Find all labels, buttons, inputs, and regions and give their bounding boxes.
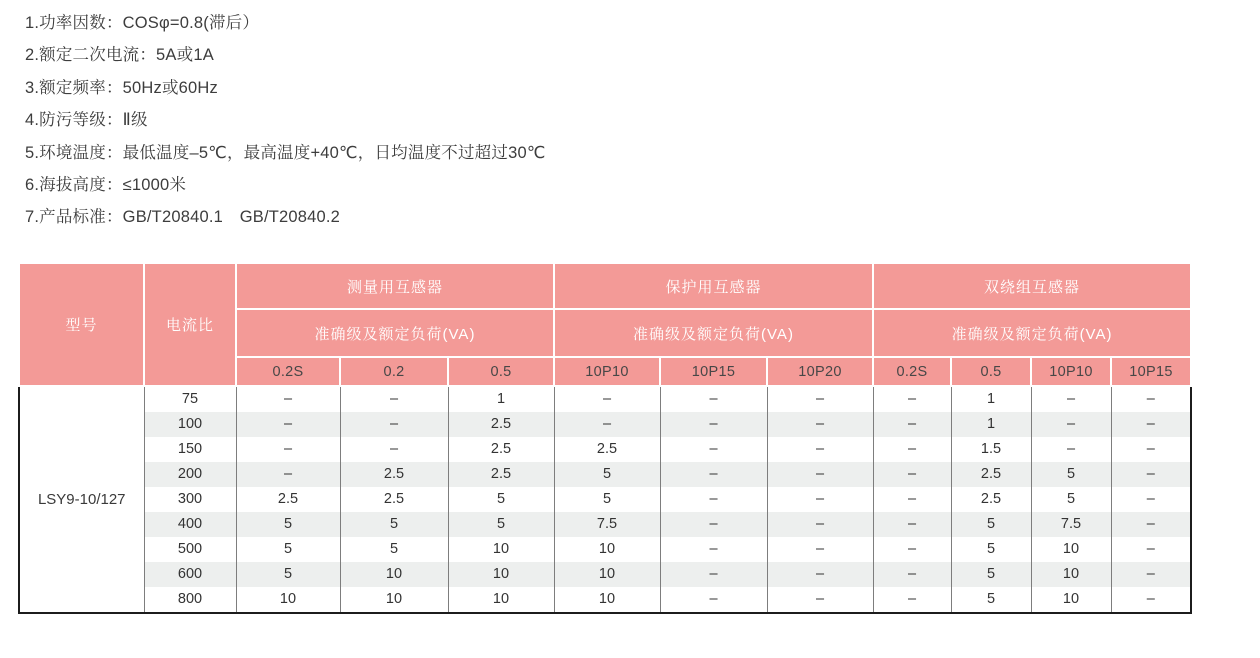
value-cell: 2.5	[236, 487, 340, 512]
value-cell: –	[340, 386, 448, 412]
value-cell: 2.5	[951, 462, 1031, 487]
value-cell: –	[340, 437, 448, 462]
value-cell: –	[767, 412, 873, 437]
subcol-header-protection-10p20: 10P20	[767, 357, 873, 386]
value-cell: –	[554, 386, 660, 412]
value-cell: 5	[951, 512, 1031, 537]
subcol-header-dual-05: 0.5	[951, 357, 1031, 386]
table-row	[19, 487, 1191, 512]
value-cell: 10	[340, 587, 448, 613]
value-cell: –	[767, 437, 873, 462]
value-cell: –	[767, 386, 873, 412]
ratio-cell: 400	[144, 512, 236, 537]
value-cell: –	[554, 412, 660, 437]
group-header-dual-winding: 双绕组互感器	[873, 263, 1191, 309]
table-row	[19, 537, 1191, 562]
value-cell: –	[660, 412, 767, 437]
value-cell: –	[340, 412, 448, 437]
table-row	[19, 462, 1191, 487]
col-header-model: 型号	[19, 263, 144, 386]
value-cell: 7.5	[554, 512, 660, 537]
value-cell: 5	[448, 512, 554, 537]
value-cell: 5	[1031, 487, 1111, 512]
value-cell: –	[767, 462, 873, 487]
value-cell: 2.5	[340, 487, 448, 512]
col-header-ratio: 电流比	[144, 263, 236, 386]
value-cell: –	[873, 462, 951, 487]
value-cell: 1	[951, 386, 1031, 412]
value-cell: –	[873, 437, 951, 462]
subcol-header-measuring-02s: 0.2S	[236, 357, 340, 386]
spec-line-altitude: 6.海拔高度：≤1000米	[25, 176, 187, 195]
group-subtitle-protection: 准确级及额定负荷(VA)	[554, 309, 873, 357]
value-cell: 5	[236, 537, 340, 562]
spec-line-product-standard: 7.产品标准：GB/T20840.1 GB/T20840.2	[25, 208, 341, 227]
value-cell: –	[660, 512, 767, 537]
value-cell: 10	[448, 587, 554, 613]
ratio-cell: 75	[144, 386, 236, 412]
spec-line-rated-frequency: 3.额定频率：50Hz或60Hz	[25, 78, 218, 97]
value-cell: 5	[951, 537, 1031, 562]
ratio-cell: 100	[144, 412, 236, 437]
subcol-header-dual-02s: 0.2S	[873, 357, 951, 386]
table-row	[19, 587, 1191, 613]
table-row	[19, 437, 1191, 462]
value-cell: –	[767, 512, 873, 537]
value-cell: 10	[554, 537, 660, 562]
table-row	[19, 386, 1191, 412]
value-cell: 10	[554, 587, 660, 613]
value-cell: 1	[448, 386, 554, 412]
subcol-header-protection-10p10: 10P10	[554, 357, 660, 386]
value-cell: –	[660, 487, 767, 512]
value-cell: –	[873, 537, 951, 562]
value-cell: –	[1111, 562, 1191, 587]
table-row	[19, 412, 1191, 437]
value-cell: –	[1111, 587, 1191, 613]
value-cell: –	[767, 587, 873, 613]
value-cell: –	[873, 587, 951, 613]
value-cell: 5	[340, 512, 448, 537]
value-cell: –	[1111, 412, 1191, 437]
value-cell: –	[236, 386, 340, 412]
ratio-cell: 600	[144, 562, 236, 587]
table-body	[19, 386, 1191, 613]
value-cell: –	[660, 587, 767, 613]
model-cell: LSY9-10/127	[19, 386, 144, 613]
ratio-cell: 200	[144, 462, 236, 487]
value-cell: 5	[236, 512, 340, 537]
group-subtitle-dual-winding: 准确级及额定负荷(VA)	[873, 309, 1191, 357]
value-cell: –	[1111, 512, 1191, 537]
value-cell: –	[1111, 437, 1191, 462]
group-header-measuring: 测量用互感器	[236, 263, 554, 309]
value-cell: 5	[448, 487, 554, 512]
value-cell: –	[767, 487, 873, 512]
value-cell: 2.5	[448, 462, 554, 487]
value-cell: 1	[951, 412, 1031, 437]
ratio-cell: 300	[144, 487, 236, 512]
value-cell: 10	[236, 587, 340, 613]
value-cell: –	[660, 386, 767, 412]
value-cell: 2.5	[448, 437, 554, 462]
value-cell: –	[1111, 487, 1191, 512]
subcol-header-measuring-05: 0.5	[448, 357, 554, 386]
value-cell: –	[873, 562, 951, 587]
value-cell: 5	[554, 487, 660, 512]
value-cell: 1.5	[951, 437, 1031, 462]
value-cell: 10	[340, 562, 448, 587]
value-cell: –	[660, 462, 767, 487]
value-cell: –	[767, 537, 873, 562]
value-cell: –	[660, 537, 767, 562]
table-row	[19, 562, 1191, 587]
value-cell: –	[236, 412, 340, 437]
value-cell: 7.5	[1031, 512, 1111, 537]
value-cell: –	[1111, 386, 1191, 412]
value-cell: –	[1111, 537, 1191, 562]
group-header-protection: 保护用互感器	[554, 263, 873, 309]
value-cell: 2.5	[951, 487, 1031, 512]
value-cell: –	[236, 462, 340, 487]
value-cell: 5	[951, 562, 1031, 587]
value-cell: –	[767, 562, 873, 587]
subcol-header-measuring-02: 0.2	[340, 357, 448, 386]
spec-list	[25, 7, 546, 234]
value-cell: 10	[1031, 537, 1111, 562]
ratio-cell: 150	[144, 437, 236, 462]
value-cell: 5	[340, 537, 448, 562]
value-cell: –	[1031, 437, 1111, 462]
value-cell: –	[873, 412, 951, 437]
spec-table-wrap	[18, 262, 1192, 614]
value-cell: 10	[1031, 562, 1111, 587]
group-subtitle-measuring: 准确级及额定负荷(VA)	[236, 309, 554, 357]
value-cell: 5	[554, 462, 660, 487]
value-cell: –	[873, 386, 951, 412]
value-cell: –	[660, 437, 767, 462]
table-row	[19, 512, 1191, 537]
value-cell: –	[1031, 412, 1111, 437]
value-cell: 5	[1031, 462, 1111, 487]
value-cell: 2.5	[340, 462, 448, 487]
subcol-header-protection-10p15: 10P15	[660, 357, 767, 386]
value-cell: 10	[448, 537, 554, 562]
value-cell: –	[873, 487, 951, 512]
value-cell: –	[1111, 462, 1191, 487]
spec-line-power-factor: 1.功率因数：COSφ=0.8(滞后）	[25, 14, 260, 32]
value-cell: –	[1031, 386, 1111, 412]
value-cell: –	[660, 562, 767, 587]
value-cell: 10	[554, 562, 660, 587]
spec-line-ambient-temperature: 5.环境温度：最低温度–5℃，最高温度+40℃，日均温度不过超过30℃	[25, 143, 546, 162]
value-cell: –	[873, 512, 951, 537]
ratio-cell: 500	[144, 537, 236, 562]
product-spec-table	[18, 262, 1192, 614]
spec-line-pollution-grade: 4.防污等级：Ⅱ级	[25, 111, 148, 130]
spec-line-secondary-current: 2.额定二次电流：5A或1A	[25, 46, 214, 65]
value-cell: 5	[951, 587, 1031, 613]
value-cell: 5	[236, 562, 340, 587]
ratio-cell: 800	[144, 587, 236, 613]
value-cell: –	[236, 437, 340, 462]
value-cell: 2.5	[554, 437, 660, 462]
subcol-header-dual-10p10: 10P10	[1031, 357, 1111, 386]
value-cell: 10	[448, 562, 554, 587]
value-cell: 2.5	[448, 412, 554, 437]
subcol-header-dual-10p15: 10P15	[1111, 357, 1191, 386]
value-cell: 10	[1031, 587, 1111, 613]
